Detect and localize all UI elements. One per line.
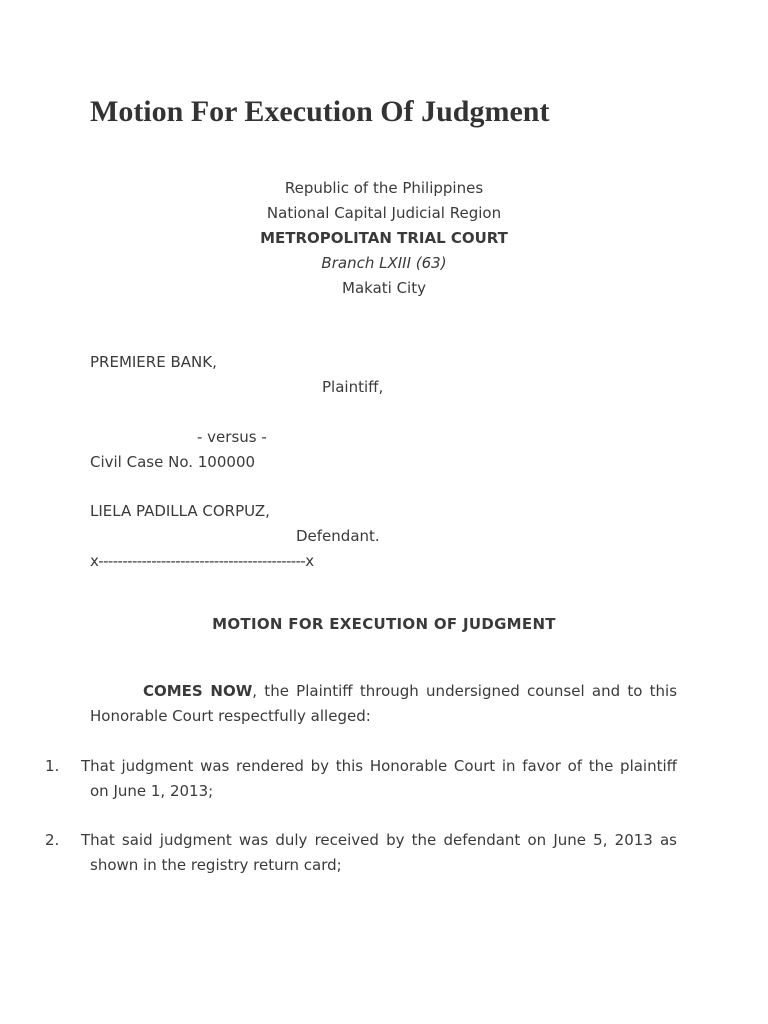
court-header [0, 176, 768, 301]
defendant-name: LIELA PADILLA CORPUZ, [90, 502, 270, 520]
list-item-text: That judgment was rendered by this Honorable Court in favor of the plaintiff on June 1, 2013; [81, 757, 677, 800]
list-item-number: 2. [45, 831, 60, 849]
list-item-text: That said judgment was duly received by the defendant on June 5, 2013 as shown in the registry return card; [81, 831, 677, 874]
list-item-number: 1. [45, 757, 60, 775]
court-city: Makati City [342, 279, 426, 297]
intro-lead: COMES NOW [143, 682, 253, 700]
court-name: METROPOLITAN TRIAL COURT [260, 229, 508, 247]
court-branch: Branch LXIII (63) [321, 254, 447, 272]
document-heading: MOTION FOR EXECUTION OF JUDGMENT [212, 615, 556, 633]
plaintiff-name: PREMIERE BANK, [90, 353, 217, 371]
intro-paragraph [90, 679, 677, 729]
caption-separator: x-------------------------------------------x [90, 552, 314, 570]
intro-text: , the Plaintiff through undersigned counsel and to this Honorable Court respectfully alleged: [90, 682, 678, 725]
plaintiff-role: Plaintiff, [322, 378, 384, 396]
page-title: Motion For Execution Of Judgment [90, 95, 550, 128]
case-number: Civil Case No. 100000 [90, 453, 256, 471]
court-country: Republic of the Philippines [284, 179, 484, 197]
defendant-role: Defendant. [296, 527, 380, 545]
versus-label: - versus - [197, 428, 267, 446]
court-region: National Capital Judicial Region [266, 204, 502, 222]
